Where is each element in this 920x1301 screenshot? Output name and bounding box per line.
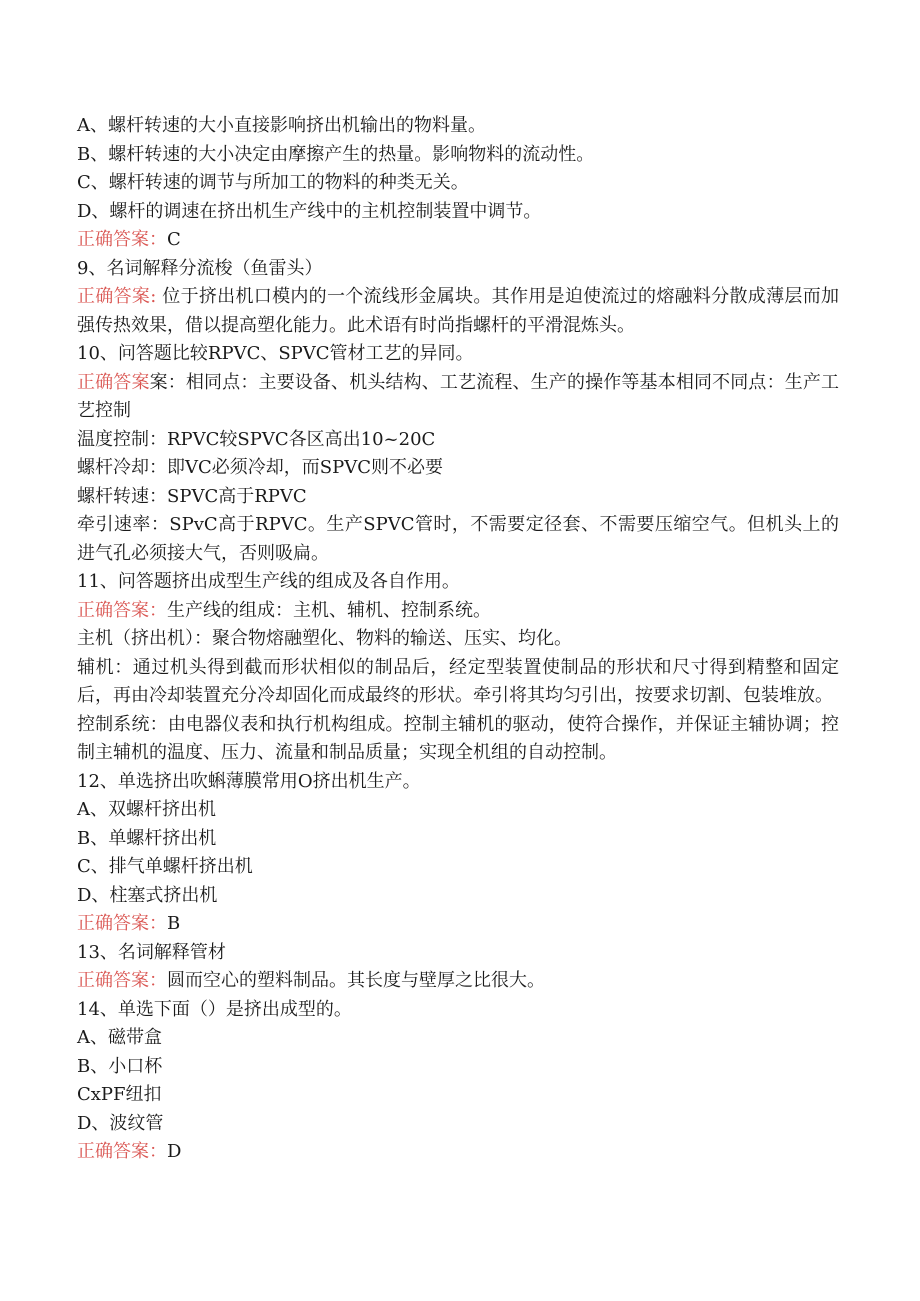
answer-label: 正确答案： [77, 599, 167, 621]
answer-value: 位于挤出机口模内的一个流线形金属块。其作用是迫使流过的熔融料分散成薄层而加强传热效果，借以提高塑化能力。此术语有时尚指螺杆的平滑混炼头。 [77, 286, 839, 336]
answer-detail: 控制系统：由电器仪表和执行机构组成。控制主辅机的驱动，使符合操作，并保证主辅协调；控制主辅机的温度、压力、流量和制品质量；实现全机组的自动控制。 [77, 713, 839, 763]
answer-value: C [167, 229, 181, 250]
answer-value: 圆而空心的塑料制品。其长度与壁厚之比很大。 [167, 970, 545, 991]
question-10: 10、问答题比较RPVC、SPVC管材工艺的异同。 [77, 343, 474, 364]
option-d: D、波纹管 [77, 1112, 164, 1134]
option-b: B、小口杯 [77, 1055, 163, 1077]
answer-label: 正确答案： [77, 970, 167, 991]
answer-detail: 牵引速率：SPvC高于RPVC。生产SPVC管时，不需要定径套、不需要压缩空气。但机头上的进气孔必须接大气，否则吸扁。 [77, 514, 839, 564]
answer-line [77, 1138, 839, 1167]
option-b: B、螺杆转速的大小决定由摩擦产生的热量。影响物料的流动性。 [77, 143, 595, 165]
question-11: 11、问答题挤出成型生产线的组成及各自作用。 [77, 571, 460, 592]
answer-value: 案：相同点：主要设备、机头结构、工艺流程、生产的操作等基本相同不同点：生产工艺控制 [77, 371, 840, 421]
answer-line [77, 910, 839, 939]
answer-label: 正确答案： [77, 229, 167, 250]
answer-value: B [167, 913, 181, 934]
question-12: 12、单选挤出吹蝌薄膜常用O挤出机生产。 [77, 770, 421, 792]
option-a: A、双螺杆挤出机 [77, 799, 216, 820]
answer-value: 生产线的组成：主机、辅机、控制系统。 [167, 599, 491, 621]
option-b: B、单螺杆挤出机 [77, 827, 217, 849]
question-14: 14、单选下面（）是挤出成型的。 [77, 998, 352, 1020]
document-page [77, 112, 839, 1167]
answer-paragraph [77, 283, 839, 340]
option-a: A、螺杆转速的大小直接影响挤出机输出的物料量。 [77, 115, 486, 136]
option-c: CxPF纽扣 [77, 1084, 162, 1105]
answer-detail: 辅机：通过机头得到截而形状相似的制品后，经定型装置使制品的形状和尺寸得到精整和固定后，再由冷却装置充分冷却固化而成最终的形状。牵引将其均匀引出，按要求切割、包装堆放。 [77, 656, 839, 706]
answer-label: 正确答案： [77, 913, 167, 934]
answer-line [77, 967, 839, 996]
answer-line [77, 597, 839, 626]
option-c: C、螺杆转速的调节与所加工的物料的种类无关。 [77, 172, 469, 193]
answer-label: 正确答案: [77, 286, 157, 307]
answer-detail: 温度控制：RPVC较SPVC各区高出10~20C [77, 428, 436, 450]
answer-value: D [167, 1141, 182, 1162]
question-9: 9、名词解释分流梭（鱼雷头） [77, 257, 323, 279]
answer-label: 正确答案： [77, 1141, 167, 1162]
answer-line [77, 226, 839, 255]
option-d: D、柱塞式挤出机 [77, 884, 218, 906]
question-13: 13、名词解释管材 [77, 941, 226, 963]
option-d: D、螺杆的调速在挤出机生产线中的主机控制装置中调节。 [77, 200, 542, 222]
option-c: C、排气单螺杆挤出机 [77, 856, 253, 877]
answer-detail: 螺杆转速：SPVC高于RPVC [77, 485, 307, 507]
option-a: A、磁带盒 [77, 1027, 162, 1048]
answer-label: 正确答案 [77, 371, 150, 393]
answer-detail: 螺杆冷却：即VC必须冷却，而SPVC则不必要 [77, 457, 443, 478]
answer-detail: 主机（挤出机）：聚合物熔融塑化、物料的输送、压实、均化。 [77, 628, 572, 649]
answer-paragraph [77, 369, 839, 426]
